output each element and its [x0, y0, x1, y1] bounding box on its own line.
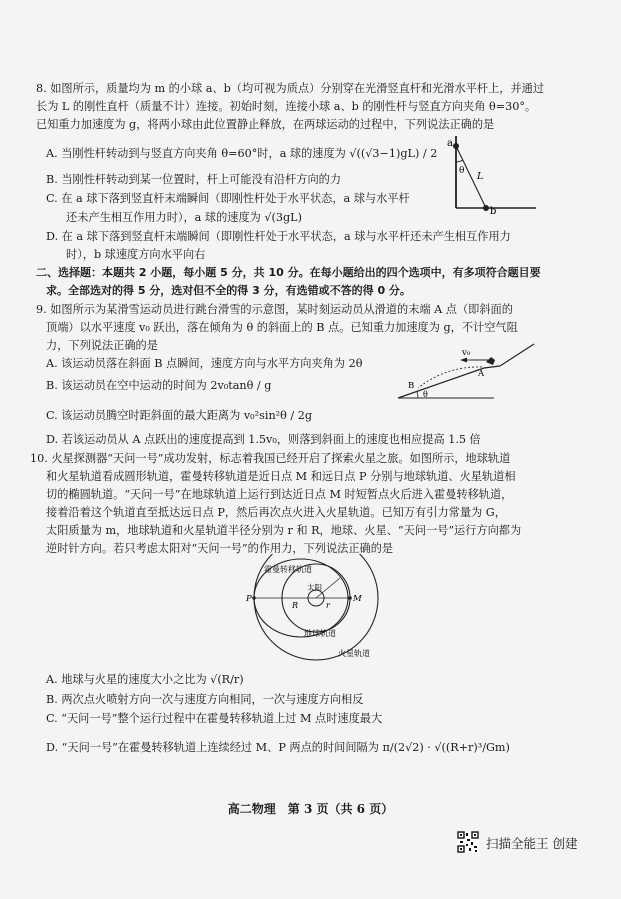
section-2-heading: 二、选择题：本题共 2 小题，每小题 5 分，共 10 分。在每小题给出的四个选项中，有多项符合题目要 — [36, 266, 541, 279]
q10-stem-line: 和火星轨道看成圆形轨道，霍曼转移轨道是近日点 M 和远日点 P 分别与地球轨道、火星轨道相 — [46, 470, 516, 483]
q8-option-d: D. 在 a 球下落到竖直杆末端瞬间（即刚性杆处于水平状态，a 球与水平杆还未产生相互作用力 — [46, 230, 511, 243]
q9-stem-line: 9. 如图所示为某滑雪运动员进行跳台滑雪的示意图，某时刻运动员从滑道的末端 A 点（即斜面的 — [36, 303, 513, 316]
q8-option-a: A. 当刚性杆转动到与竖直方向夹角 θ=60°时，a 球的速度为 √((√3−1)gL) / 2 — [46, 147, 438, 160]
q9-option-a: A. 该运动员落在斜面 B 点瞬间，速度方向与水平方向夹角为 2θ — [46, 357, 363, 370]
q10-stem-line: 10. 火星探测器“天问一号”成功发射，标志着我国已经开启了探索火星之旅。如图所示，地球轨道 — [30, 452, 511, 465]
q10-label-P: P — [246, 594, 252, 604]
q8-option-c-cont: 还未产生相互作用力时），a 球的速度为 √(3gL) — [66, 211, 302, 224]
q8-label-b: b — [490, 206, 497, 216]
q10-label-R: R — [292, 601, 299, 610]
q9-option-d: D. 若该运动员从 A 点跃出的速度提高到 1.5v₀，则落到斜面上的速度也相应提高 1.5 倍 — [46, 433, 481, 446]
q10-stem-line: 逆时针方向。若只考虑太阳对“天问一号”的作用力，下列说法正确的是 — [46, 542, 394, 555]
q8-option-b: B. 当刚性杆转动到某一位置时，杆上可能没有沿杆方向的力 — [46, 173, 342, 186]
q8-stem-line: 8. 如图所示，质量均为 m 的小球 a、b（均可视为质点）分别穿在光滑竖直杆和光滑水平杆上，并通过 — [36, 82, 545, 95]
q10-stem-line: 接着沿着这个轨道直至抵达远日点 P，然后再次点火进入火星轨道。已知万有引力常量为 G， — [46, 506, 506, 519]
q9-label-v0: v₀ — [462, 348, 471, 358]
q10-label-transfer-orbit: 霍曼转移轨道 — [264, 565, 312, 574]
q8-option-c: C. 在 a 球下落到竖直杆末端瞬间（即刚性杆处于水平状态，a 球与水平杆 — [46, 192, 410, 205]
qr-code-icon — [457, 831, 479, 853]
q10-figure — [222, 554, 382, 664]
q10-option-b: B. 两次点火喷射方向一次与速度方向相同，一次与速度方向相反 — [46, 693, 364, 706]
q9-label-theta: θ — [423, 390, 428, 399]
scanner-watermark: 扫描全能王 创建 — [486, 836, 578, 851]
q8-label-a: a — [447, 138, 453, 149]
q10-stem-line: 太阳质量为 m，地球轨道和火星轨道半径分别为 r 和 R，地球、火星、“天问一号”运行方向都为 — [46, 524, 522, 537]
section-2-heading-cont: 求。全部选对的得 5 分，选对但不全的得 3 分，有选错或不答的得 0 分。 — [46, 284, 411, 297]
q10-label-mars-orbit: 火星轨道 — [338, 649, 370, 658]
q9-option-b: B. 该运动员在空中运动的时间为 2v₀tanθ / g — [46, 379, 272, 392]
q10-label-r: r — [326, 601, 330, 610]
q10-option-d: D. “天问一号”在霍曼转移轨道上连续经过 M、P 两点的时间间隔为 π/(2√2) · √((R+r)³/Gm) — [46, 741, 510, 754]
q8-label-theta: θ — [459, 166, 465, 176]
q8-figure — [440, 134, 540, 216]
q10-stem-line: 切的椭圆轨道。“天问一号”在地球轨道上运行到达近日点 M 时短暂点火后进入霍曼转移轨道， — [46, 488, 513, 501]
q9-figure — [396, 340, 538, 408]
q8-stem-line: 长为 L 的刚性直杆（质量不计）连接。初始时刻，连接小球 a、b 的刚性杆与竖直方向夹角 θ=30°。 — [36, 100, 537, 113]
q8-stem-line: 已知重力加速度为 g，将两小球由此位置静止释放，在两球运动的过程中，下列说法正确的是 — [36, 118, 495, 131]
q9-stem-line: 力，下列说法正确的是 — [46, 339, 158, 352]
q10-label-M: M — [353, 594, 362, 604]
q8-option-d-cont: 时），b 球速度方向水平向右 — [66, 248, 206, 261]
q10-option-c: C. “天问一号”整个运行过程中在霍曼转移轨道上过 M 点时速度最大 — [46, 712, 383, 725]
q10-option-a: A. 地球与火星的速度大小之比为 √(R/r) — [46, 673, 244, 686]
q10-label-earth-orbit: 地球轨道 — [304, 629, 336, 638]
q9-option-c: C. 该运动员腾空时距斜面的最大距离为 v₀²sin²θ / 2g — [46, 409, 313, 422]
q9-label-A: A — [478, 369, 485, 379]
q9-stem-line: 顶端）以水平速度 v₀ 跃出，落在倾角为 θ 的斜面上的 B 点。已知重力加速度为 g，不计空气阻 — [46, 321, 518, 334]
q8-label-L: L — [477, 171, 484, 182]
q10-label-sun: 太阳 — [307, 583, 322, 592]
page-footer: 高二物理 第 3 页（共 6 页） — [227, 802, 394, 816]
q9-label-B: B — [408, 381, 415, 391]
